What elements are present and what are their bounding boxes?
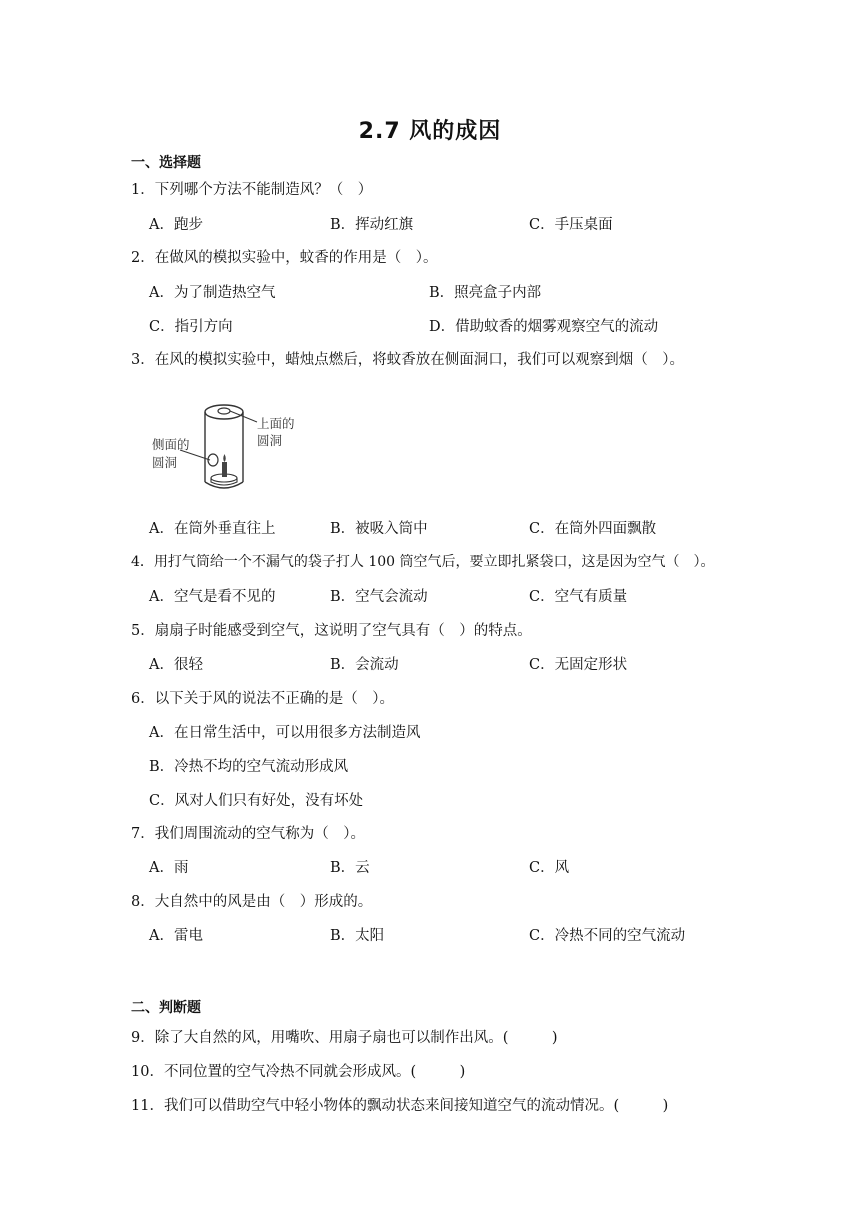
- option-8b: B．太阳: [330, 928, 385, 944]
- option-1c: C．手压桌面: [529, 217, 613, 233]
- section-heading-judge: 二、判断题: [131, 1000, 201, 1016]
- option-2c: C．指引方向: [149, 319, 233, 335]
- option-1b: B．挥动红旗: [330, 217, 414, 233]
- option-4c: C．空气有质量: [529, 589, 628, 605]
- option-6b: B．冷热不均的空气流动形成风: [149, 759, 349, 775]
- option-8c: C．冷热不同的空气流动: [529, 928, 686, 944]
- question-9: 9．除了大自然的风，用嘴吹、用扇子扇也可以制作出风。( ): [131, 1030, 558, 1046]
- option-2a: A．为了制造热空气: [149, 285, 276, 301]
- candle-experiment-figure: [150, 398, 310, 498]
- section-heading-choice: 一、选择题: [131, 155, 201, 171]
- option-3b: B．被吸入筒中: [330, 521, 428, 537]
- figure-label-top-2: 圆洞: [257, 433, 283, 448]
- option-7a: A．雨: [149, 860, 189, 876]
- question-11: 11．我们可以借助空气中轻小物体的飘动状态来间接知道空气的流动情况。( ): [131, 1098, 669, 1114]
- option-6a: A．在日常生活中，可以用很多方法制造风: [149, 725, 421, 741]
- question-3: 3．在风的模拟实验中，蜡烛点燃后，将蚊香放在侧面洞口，我们可以观察到烟（ ）。: [131, 352, 684, 368]
- question-5: 5．扇扇子时能感受到空气，这说明了空气具有（ ）的特点。: [131, 623, 532, 639]
- option-6c: C．风对人们只有好处，没有坏处: [149, 793, 364, 809]
- question-4: 4．用打气筒给一个不漏气的袋子打人 100 筒空气后，要立即扎紧袋口，这是因为空气（ ）。: [131, 554, 715, 570]
- option-3a: A．在筒外垂直往上: [149, 521, 276, 537]
- page-title: 2.7 风的成因: [358, 119, 502, 144]
- option-3c: C．在筒外四面飘散: [529, 521, 657, 537]
- option-2d: D．借助蚊香的烟雾观察空气的流动: [429, 319, 659, 335]
- figure-label-side-1: 侧面的: [152, 437, 190, 452]
- figure-label-top-1: 上面的: [257, 416, 295, 431]
- question-7: 7．我们周围流动的空气称为（ ）。: [131, 826, 365, 842]
- option-8a: A．雷电: [149, 928, 203, 944]
- question-8: 8．大自然中的风是由（ ）形成的。: [131, 894, 373, 910]
- option-5a: A．很轻: [149, 657, 203, 673]
- option-7c: C．风: [529, 860, 570, 876]
- option-1a: A．跑步: [149, 217, 203, 233]
- option-2b: B．照亮盒子内部: [429, 285, 542, 301]
- option-4a: A．空气是看不见的: [149, 589, 276, 605]
- option-5c: C．无固定形状: [529, 657, 628, 673]
- question-2: 2．在做风的模拟实验中，蚊香的作用是（ ）。: [131, 250, 438, 266]
- question-6: 6．以下关于风的说法不正确的是（ ）。: [131, 691, 394, 707]
- question-10: 10．不同位置的空气冷热不同就会形成风。( ): [131, 1064, 466, 1080]
- option-7b: B．云: [330, 860, 370, 876]
- option-5b: B．会流动: [330, 657, 399, 673]
- figure-label-side-2: 圆洞: [152, 455, 178, 470]
- option-4b: B．空气会流动: [330, 589, 428, 605]
- question-1: 1．下列哪个方法不能制造风？（ ）: [131, 182, 373, 198]
